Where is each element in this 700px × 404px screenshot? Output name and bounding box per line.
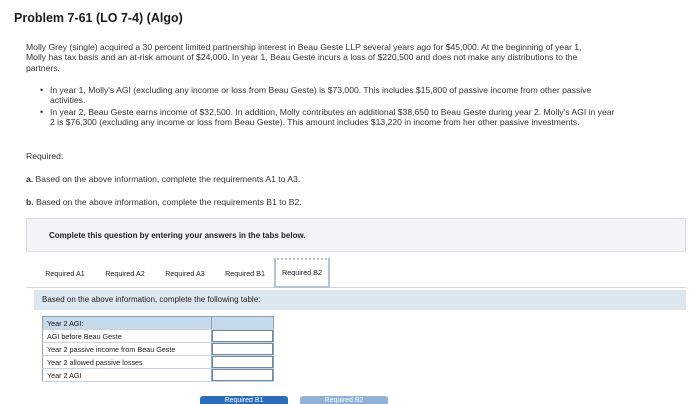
required-heading: Required:	[26, 151, 64, 161]
prompt-bar	[34, 290, 686, 310]
row-label-passive-income: Year 2 passive income from Beau Geste	[43, 343, 212, 356]
problem-intro: Molly Grey (single) acquired a 30 percent limited partnership interest in Beau Geste LLP several years ago for $45,000. At the beginning of year 1, Molly has tax basis and an at-risk amount of $24,000. In year 1, Beau Geste incurs a loss of $220,500 and does not make any distributions to the partners.	[26, 42, 582, 73]
input-year-2-agi[interactable]	[212, 369, 273, 381]
instructions-box	[26, 218, 686, 252]
table-header-cell	[212, 317, 274, 330]
table-header-row	[43, 317, 274, 330]
requirement-b-letter: b.	[26, 197, 34, 207]
requirement-a-text: Based on the above information, complete the requirements A1 to A3.	[33, 174, 301, 184]
facts-list	[40, 85, 620, 129]
row-label-allowed-losses: Year 2 allowed passive losses	[43, 356, 212, 369]
input-passive-income[interactable]	[212, 343, 273, 355]
prompt-text: Based on the above information, complete the following table:	[42, 295, 261, 304]
tab-required-b1[interactable]: Required B1	[225, 269, 265, 278]
row-label-agi-before: AGI before Beau Geste	[43, 330, 212, 343]
instructions-text: Complete this question by entering your answers in the tabs below.	[49, 231, 306, 240]
tab-required-a3[interactable]: Required A3	[165, 269, 205, 278]
table-row	[43, 356, 274, 369]
tab-required-a1[interactable]: Required A1	[45, 269, 85, 278]
requirement-tabs	[26, 256, 686, 288]
prev-button[interactable]: Required B1	[200, 396, 288, 404]
input-agi-before[interactable]	[212, 330, 273, 342]
table-header-label: Year 2 AGI:	[43, 317, 212, 330]
tab-required-b2[interactable]: Required B2	[274, 258, 330, 288]
problem-title: Problem 7-61 (LO 7-4) (Algo)	[14, 11, 183, 25]
requirement-b-text: Based on the above information, complete the requirements B1 to B2.	[33, 197, 302, 207]
requirement-a	[26, 174, 300, 184]
requirement-b	[26, 197, 302, 207]
fact-year-2: • In year 2, Beau Geste earns income of $32,500. In addition, Molly contributes an additional $38,650 to Beau Geste during year 2. Molly's AGI in year 2 is $76,300 (excluding any income or loss from Beau Geste). This amount includes $13,220 in income from her other passive investments.	[40, 107, 620, 127]
fact-year-1: • In year 1, Molly's AGI (excluding any income or loss from Beau Geste) is $73,000. This includes $15,800 of passive income from other passive activities.	[40, 85, 620, 105]
table-row	[43, 369, 274, 382]
table-row	[43, 330, 274, 343]
requirement-a-letter: a.	[26, 174, 34, 184]
tab-required-a2[interactable]: Required A2	[105, 269, 145, 278]
row-label-year-2-agi: Year 2 AGI	[43, 369, 212, 382]
input-allowed-losses[interactable]	[212, 356, 273, 368]
table-row	[43, 343, 274, 356]
next-button[interactable]: Required B2	[300, 396, 388, 404]
year-2-agi-table	[42, 316, 274, 382]
